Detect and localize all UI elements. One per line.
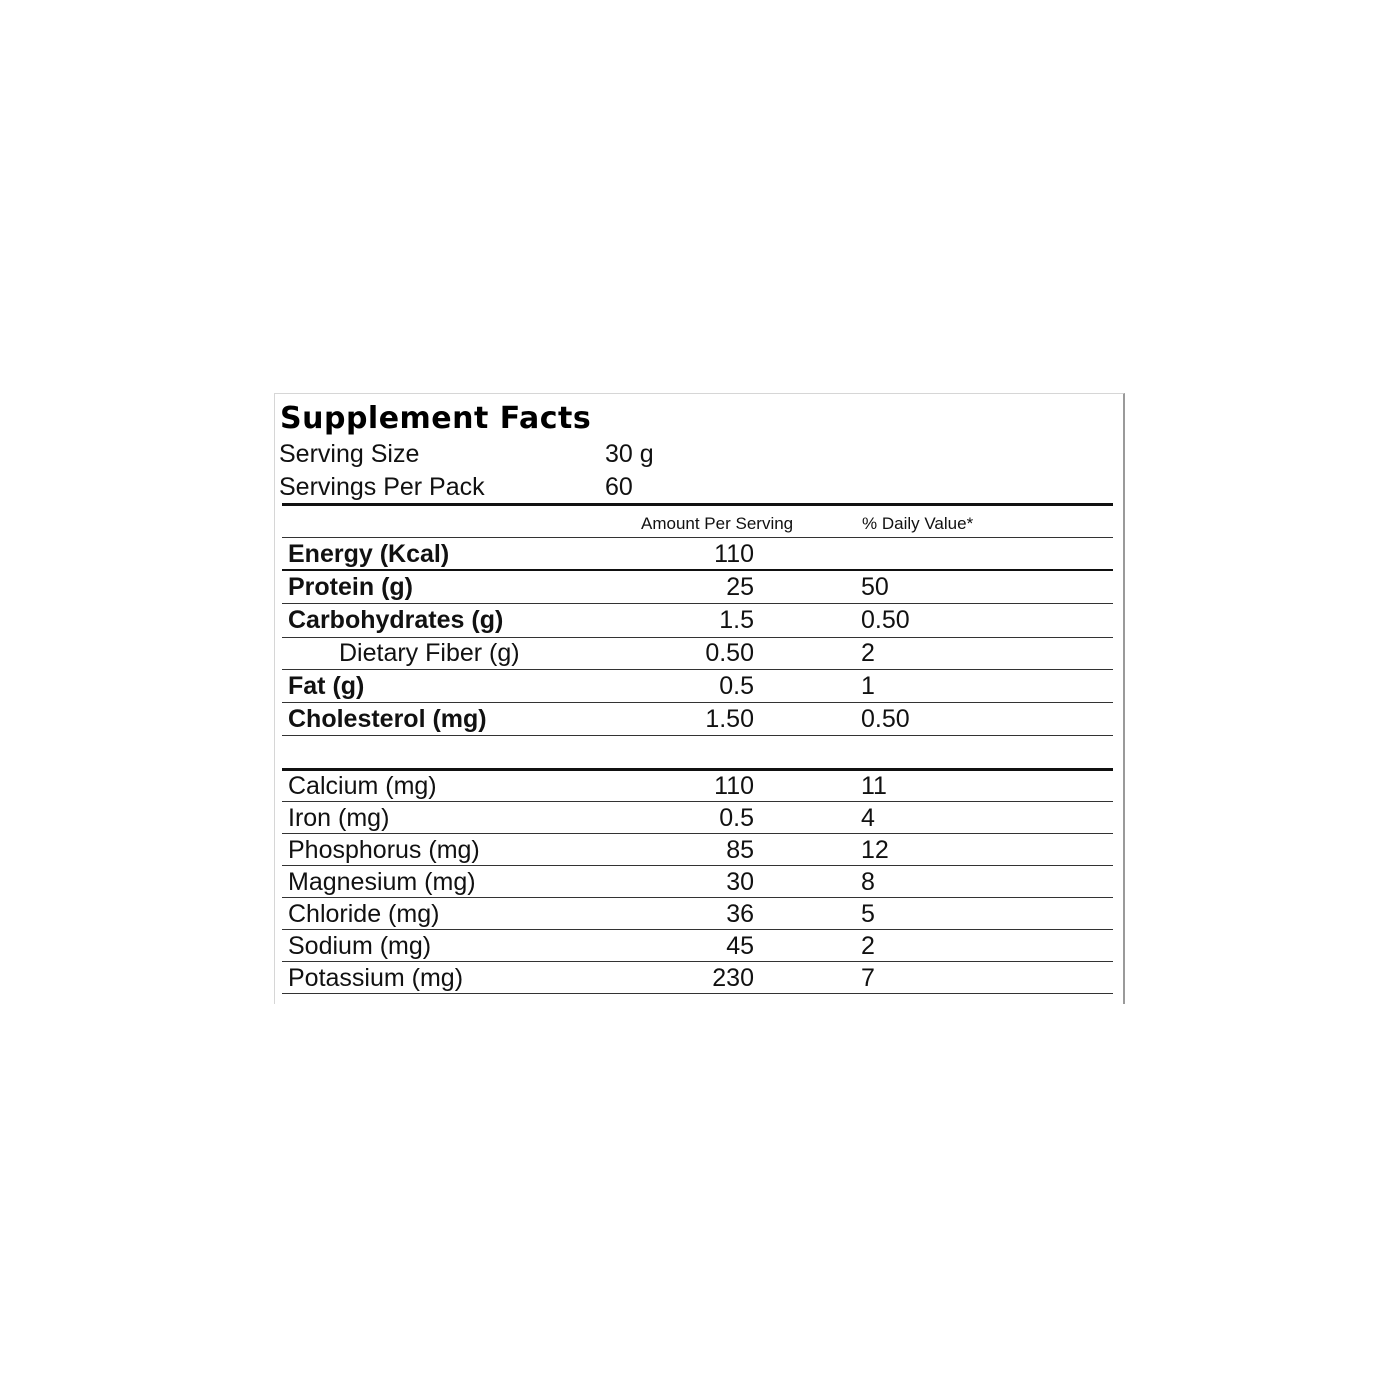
mineral-name: Potassium (mg) [288,964,464,992]
amount-per-serving-header: Amount Per Serving [641,514,794,533]
mineral-daily-value: 5 [861,900,875,928]
divider [282,503,1113,506]
nutrient-row-energy [275,538,1115,570]
nutrient-name: Protein (g) [288,573,413,601]
mineral-amount: 36 [726,900,754,928]
mineral-name: Sodium (mg) [288,932,432,960]
serving-size-value: 30 g [605,440,654,468]
mineral-name: Iron (mg) [288,804,390,832]
mineral-name: Chloride (mg) [288,900,440,928]
mineral-row-calcium [275,771,1115,802]
serving-size-label: Serving Size [279,440,420,468]
mineral-amount: 85 [726,836,754,864]
mineral-name: Calcium (mg) [288,772,437,800]
nutrient-daily-value: 1 [861,672,875,700]
nutrient-row-protein [275,571,1115,603]
nutrient-name: Dietary Fiber (g) [339,639,520,667]
nutrient-row-carbohydrates [275,604,1115,636]
nutrient-name: Energy (Kcal) [288,540,450,568]
nutrient-amount: 25 [726,573,754,601]
divider [282,833,1113,834]
nutrient-daily-value: 0.50 [861,705,910,733]
nutrient-name: Carbohydrates (g) [288,606,504,634]
divider [282,961,1113,962]
mineral-daily-value: 12 [861,836,889,864]
mineral-row-iron [275,803,1115,834]
mineral-amount: 230 [712,964,754,992]
servings-per-pack-value: 60 [605,473,633,501]
mineral-daily-value: 7 [861,964,875,992]
mineral-name: Magnesium (mg) [288,868,476,896]
mineral-row-chloride [275,899,1115,930]
mineral-daily-value: 8 [861,868,875,896]
nutrient-daily-value: 0.50 [861,606,910,634]
mineral-daily-value: 11 [861,772,887,800]
mineral-row-potassium [275,963,1115,994]
nutrient-amount: 0.5 [719,672,754,700]
nutrient-row-cholesterol [275,703,1115,735]
serving-size-row [279,438,1079,470]
mineral-amount: 30 [726,868,754,896]
divider [282,735,1113,736]
supplement-facts-panel [274,393,1125,1004]
divider [282,801,1113,802]
mineral-row-phosphorus [275,835,1115,866]
mineral-daily-value: 2 [861,932,875,960]
mineral-amount: 0.5 [719,804,754,832]
nutrient-daily-value: 50 [861,573,889,601]
nutrient-row-dietary-fiber [275,637,1115,669]
divider [282,897,1113,898]
facts-title: Supplement Facts [280,401,592,436]
nutrient-amount: 1.5 [719,606,754,634]
mineral-amount: 45 [726,932,754,960]
servings-per-pack-row [279,471,1079,503]
mineral-daily-value: 4 [861,804,875,832]
mineral-amount: 110 [714,772,754,800]
nutrient-name: Cholesterol (mg) [288,705,487,733]
divider [282,865,1113,866]
mineral-name: Phosphorus (mg) [288,836,480,864]
nutrient-row-fat [275,670,1115,702]
nutrient-amount: 0.50 [705,639,754,667]
mineral-row-magnesium [275,867,1115,898]
divider [282,929,1113,930]
servings-per-pack-label: Servings Per Pack [279,473,485,501]
nutrient-name: Fat (g) [288,672,365,700]
nutrient-amount: 110 [714,540,754,568]
nutrient-daily-value: 2 [861,639,875,667]
nutrient-amount: 1.50 [705,705,754,733]
divider [282,993,1113,994]
daily-value-header: % Daily Value* [862,514,974,533]
mineral-row-sodium [275,931,1115,962]
